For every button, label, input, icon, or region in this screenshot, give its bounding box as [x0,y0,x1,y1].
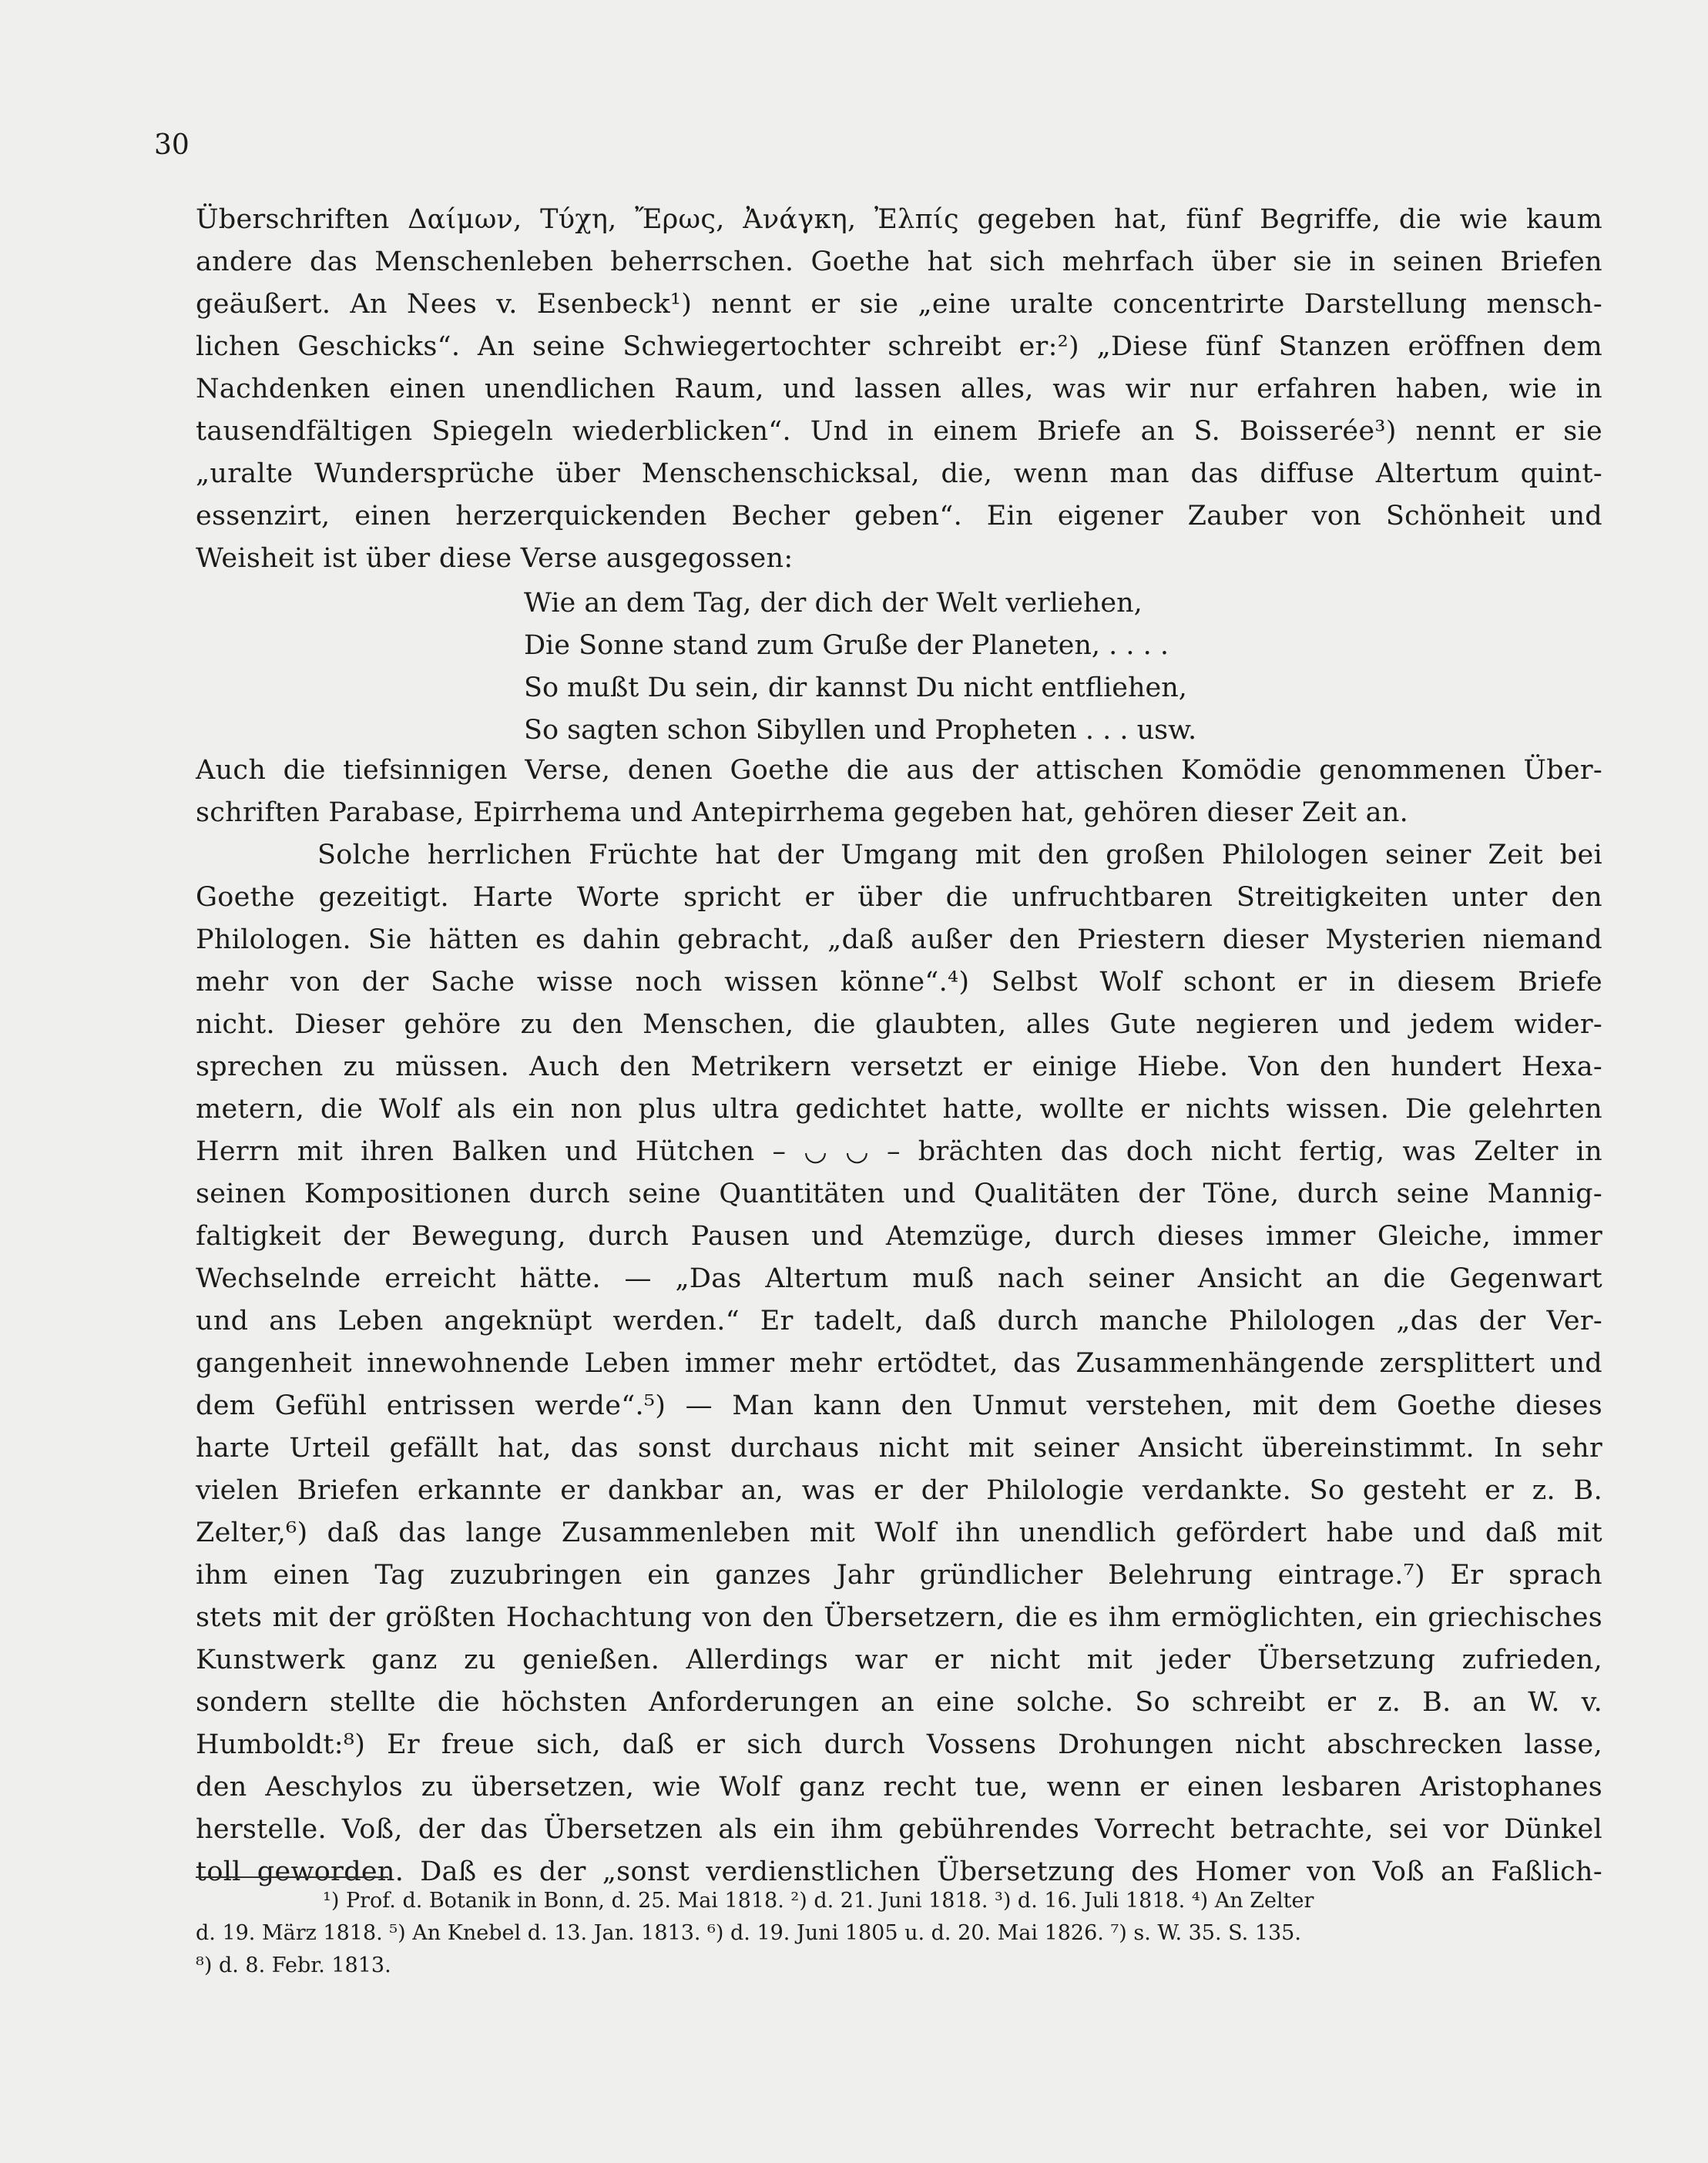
footnotes [196,1885,1602,1982]
text-line: vielen Briefen erkannte er dankbar an, was er der Philologie verdankte. So gesteht er z. B. [196,1475,1602,1506]
text-line: sprechen zu müssen. Auch den Metrikern versetzt er einige Hiebe. Von den hundert Hexa- [196,1051,1602,1082]
text-line: Humboldt:⁸) Er freue sich, daß er sich durch Vossens Drohungen nicht abschrecken lasse, [196,1729,1602,1760]
text-line: Herrn mit ihren Balken und Hütchen – ◡ ◡ – brächten das doch nicht fertig, was Zelter in [196,1136,1602,1167]
text-line: toll geworden. Daß es der „sonst verdienstlichen Übersetzung des Homer von Voß an Faßlich- [196,1856,1602,1887]
text-line: Weisheit ist über diese Verse ausgegossen: [196,543,794,574]
paragraph-main [196,750,1602,1893]
text-line: und ans Leben angeknüpt werden.“ Er tadelt, daß durch manche Philologen „das der Ver- [196,1306,1602,1336]
text-line: seinen Kompositionen durch seine Quantitäten und Qualitäten der Töne, durch seine Mannig- [196,1179,1602,1209]
text-line: faltigkeit der Bewegung, durch Pausen und Atemzüge, durch dieses immer Gleiche, immer [196,1221,1602,1252]
text-line: essenzirt, einen herzerquickenden Becher geben“. Ein eigener Zauber von Schönheit und [196,501,1602,532]
text-line: Zelter,⁶) daß das lange Zusammenleben mit Wolf ihn unendlich gefördert habe und daß mit [196,1517,1602,1548]
paragraph-intro [196,199,1602,580]
text-line: „uralte Wundersprüche über Menschenschicksal, die, wenn man das diffuse Altertum quint- [196,458,1602,489]
text-line: herstelle. Voß, der das Übersetzen als ein ihm gebührendes Vorrecht betrachte, sei vor Dünkel [196,1814,1602,1845]
page-number: 30 [154,129,190,161]
text-line: harte Urteil gefällt hat, das sonst durchaus nicht mit seiner Ansicht übereinstimmt. In sehr [196,1433,1602,1464]
text-line: gangenheit innewohnende Leben immer mehr ertödtet, das Zusammenhängende zersplittert und [196,1348,1602,1379]
text-line: stets mit der größten Hochachtung von den Übersetzern, die es ihm ermöglichten, ein griechisches [196,1602,1602,1633]
footnote-line: ⁸) d. 8. Febr. 1813. [196,1953,391,1977]
text-line: Wechselnde erreicht hätte. — „Das Altertum muß nach seiner Ansicht an die Gegenwart [196,1263,1602,1294]
text-line: lichen Geschicks“. An seine Schwiegertochter schreibt er:²) „Diese fünf Stanzen eröffnen dem [196,331,1602,362]
text-line: sondern stellte die höchsten Anforderungen an eine solche. So schreibt er z. B. an W. v. [196,1687,1602,1718]
text-line: andere das Menschenleben beherrschen. Goethe hat sich mehrfach über sie in seinen Briefen [196,246,1602,277]
text-line: Solche herrlichen Früchte hat der Umgang mit den großen Philologen seiner Zeit bei [317,840,1602,870]
text-line: ihm einen Tag zuzubringen ein ganzes Jahr gründlicher Belehrung eintrage.⁷) Er sprach [196,1560,1602,1591]
text-line: den Aeschylos zu übersetzen, wie Wolf ganz recht tue, wenn er einen lesbaren Aristophanes [196,1772,1602,1802]
footnote-line: ¹) Prof. d. Botanik in Bonn, d. 25. Mai 1818. ²) d. 21. Juni 1818. ³) d. 16. Juli 1818. ⁴) An Zelter [323,1889,1314,1913]
text-line: schriften Parabase, Epirrhema und Antepirrhema gegeben hat, gehören dieser Zeit an. [196,797,1409,828]
text-line: tausendfältigen Spiegeln wiederblicken“. Und in einem Briefe an S. Boisserée³) nennt er sie [196,416,1602,447]
footnote-line: d. 19. März 1818. ⁵) An Knebel d. 13. Jan. 1813. ⁶) d. 19. Juni 1805 u. d. 20. Mai 1826. ⁷) s. W. 35. S. 135. [196,1921,1301,1945]
verse-quote [524,582,1196,752]
text-line: Goethe gezeitigt. Harte Worte spricht er über die unfruchtbaren Streitigkeiten unter den [196,882,1602,913]
text-line: nicht. Dieser gehöre zu den Menschen, die glaubten, alles Gute negieren und jedem wider- [196,1009,1602,1040]
verse-line: Wie an dem Tag, der dich der Welt verliehen, [524,588,1143,619]
text-line: Philologen. Sie hätten es dahin gebracht, „daß außer den Priestern dieser Mysterien niemand [196,924,1602,955]
footnote-divider [196,1876,388,1878]
verse-line: So mußt Du sein, dir kannst Du nicht entfliehen, [524,672,1187,703]
text-line: metern, die Wolf als ein non plus ultra gedichtet hatte, wollte er nichts wissen. Die gelehrten [196,1094,1602,1125]
text-line: Nachdenken einen unendlichen Raum, und lassen alles, was wir nur erfahren haben, wie in [196,374,1602,404]
text-line: geäußert. An Nees v. Esenbeck¹) nennt er sie „eine uralte concentrirte Darstellung mensch- [196,289,1602,320]
text-line: Überschriften Δαίμων, Τύχη, Ἔρως, Ἀνάγκη, Ἐλπίς gegeben hat, fünf Begriffe, die wie kaum [196,204,1602,235]
verse-line: So sagten schon Sibyllen und Propheten . . . usw. [524,715,1197,746]
text-line: mehr von der Sache wisse noch wissen könne“.⁴) Selbst Wolf schont er in diesem Briefe [196,967,1602,998]
text-line: dem Gefühl entrissen werde“.⁵) — Man kann den Unmut verstehen, mit dem Goethe dieses [196,1390,1602,1421]
text-line: Auch die tiefsinnigen Verse, denen Goethe die aus der attischen Komödie genommenen Über- [196,755,1602,786]
verse-line: Die Sonne stand zum Gruße der Planeten, . . . . [524,630,1169,661]
text-line: Kunstwerk ganz zu genießen. Allerdings war er nicht mit jeder Übersetzung zufrieden, [196,1645,1602,1675]
